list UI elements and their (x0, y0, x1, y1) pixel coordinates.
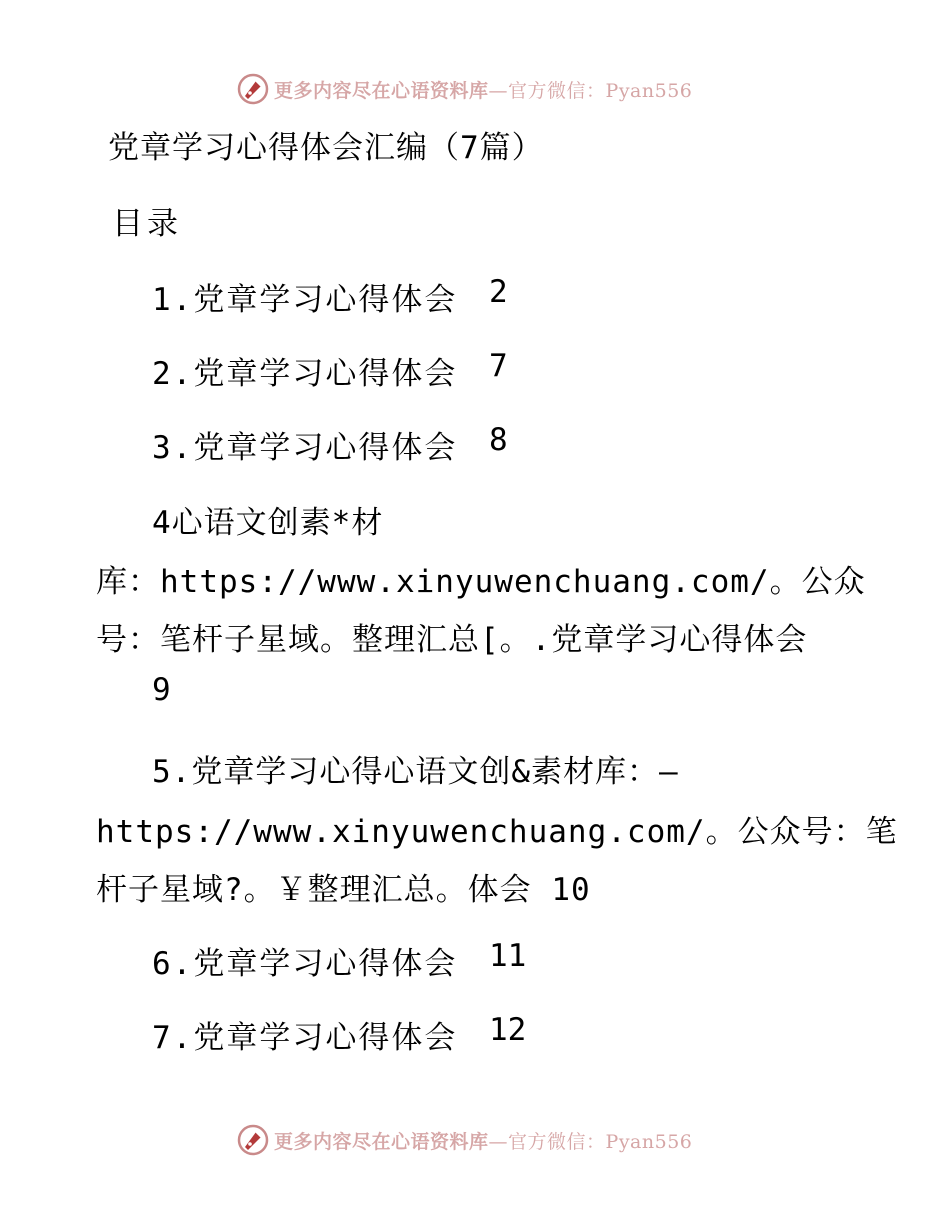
toc-item[interactable] (152, 348, 552, 392)
toc-item5-line: 5.党章学习心得心语文创&素材库：— (152, 754, 679, 790)
banner-dash: — (488, 79, 509, 102)
toc-item-page: 7 (489, 348, 508, 384)
toc-item4-page: 9 (152, 672, 172, 708)
toc-item-page: 2 (489, 274, 508, 310)
header-banner (236, 72, 692, 106)
banner-wechat-id: Pyan556 (605, 1130, 693, 1153)
banner-main-text: 更多内容尽在心语资料库 (274, 1130, 489, 1153)
banner-official-label: 官方微信： (508, 1130, 606, 1153)
banner-main-text: 更多内容尽在心语资料库 (274, 79, 489, 102)
toc-item-page: 12 (489, 1012, 527, 1048)
toc-item-label: 1.党章学习心得体会 (152, 282, 458, 318)
toc-item4-line: 库：https://www.xinyuwenchuang.com/。公众 (96, 564, 866, 600)
toc-item-label: 6.党章学习心得体会 (152, 946, 458, 982)
toc-item-page: 11 (489, 938, 527, 974)
toc-heading: 目录 (112, 206, 182, 242)
toc-item[interactable] (152, 422, 552, 466)
toc-item-label: 3.党章学习心得体会 (152, 430, 458, 466)
banner-official-label: 官方微信： (508, 79, 606, 102)
banner-text (274, 76, 692, 103)
pen-nib-logo-icon (236, 1123, 270, 1157)
banner-dash: — (488, 1130, 509, 1153)
footer-banner (236, 1123, 692, 1157)
toc-item4-line: 号：笔杆子星域。整理汇总[。.党章学习心得体会 (96, 622, 808, 658)
pen-nib-logo-icon (236, 72, 270, 106)
toc-item-page: 8 (489, 422, 508, 458)
toc-item4-line: 4心语文创素*材 (152, 505, 384, 541)
banner-text (274, 1127, 692, 1154)
toc-item5-line: 杆子星域?。￥整理汇总。体会 10 (96, 872, 591, 908)
banner-wechat-id: Pyan556 (605, 79, 693, 102)
toc-item5-line: https://www.xinyuwenchuang.com/。公众号：笔 (96, 814, 898, 850)
toc-item-label: 2.党章学习心得体会 (152, 356, 458, 392)
document-title: 党章学习心得体会汇编（7篇） (108, 130, 544, 166)
toc-item[interactable] (152, 1012, 552, 1056)
toc-item[interactable] (152, 274, 552, 318)
toc-item[interactable] (152, 938, 552, 982)
toc-item-label: 7.党章学习心得体会 (152, 1020, 458, 1056)
